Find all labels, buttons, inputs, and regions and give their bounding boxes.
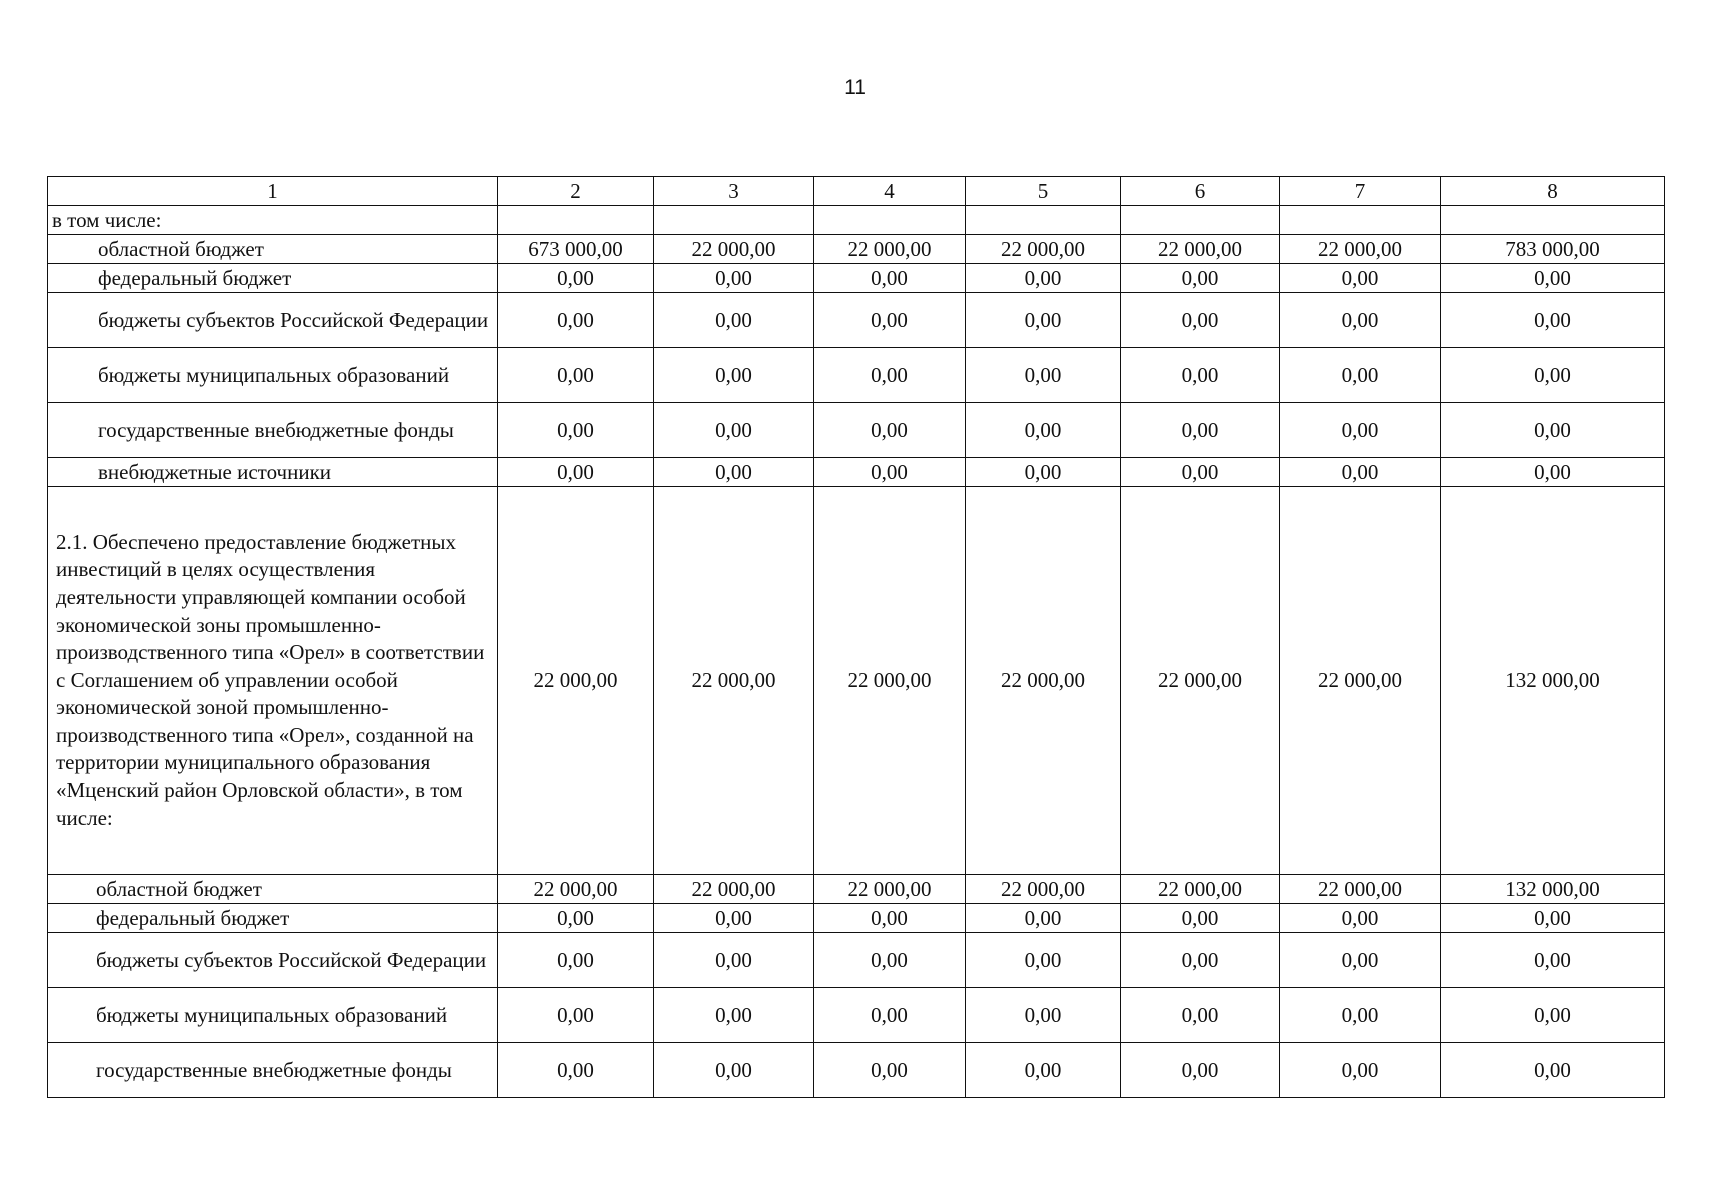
value-cell: 0,00 (1441, 458, 1665, 487)
value-cell: 22 000,00 (654, 487, 814, 875)
value-cell: 0,00 (966, 348, 1121, 403)
header-cell: 6 (1121, 177, 1280, 206)
value-cell: 783 000,00 (1441, 235, 1665, 264)
empty-cell (1121, 206, 1280, 235)
header-cell: 3 (654, 177, 814, 206)
value-cell: 0,00 (966, 988, 1121, 1043)
empty-cell (654, 206, 814, 235)
value-cell: 22 000,00 (814, 875, 966, 904)
value-cell: 0,00 (1441, 988, 1665, 1043)
value-cell: 22 000,00 (498, 875, 654, 904)
value-cell: 0,00 (498, 293, 654, 348)
value-cell: 0,00 (814, 348, 966, 403)
empty-cell (498, 206, 654, 235)
value-cell: 0,00 (1441, 264, 1665, 293)
table-row (48, 988, 1665, 1043)
value-cell: 0,00 (966, 403, 1121, 458)
value-cell: 0,00 (1121, 1043, 1280, 1098)
value-cell: 0,00 (498, 264, 654, 293)
value-cell: 0,00 (654, 264, 814, 293)
table-row (48, 1043, 1665, 1098)
value-cell: 22 000,00 (1280, 487, 1441, 875)
row-label: бюджеты субъектов Российской Федерации (48, 933, 498, 988)
value-cell: 0,00 (1280, 1043, 1441, 1098)
value-cell: 0,00 (814, 988, 966, 1043)
value-cell: 0,00 (814, 458, 966, 487)
row-label: областной бюджет (48, 235, 498, 264)
table-row (48, 875, 1665, 904)
value-cell: 132 000,00 (1441, 487, 1665, 875)
value-cell: 0,00 (1121, 293, 1280, 348)
row-label: государственные внебюджетные фонды (48, 1043, 498, 1098)
value-cell: 22 000,00 (1280, 235, 1441, 264)
value-cell: 0,00 (814, 933, 966, 988)
value-cell: 0,00 (498, 403, 654, 458)
value-cell: 0,00 (654, 348, 814, 403)
value-cell: 22 000,00 (814, 487, 966, 875)
header-row (48, 177, 1665, 206)
value-cell: 0,00 (814, 1043, 966, 1098)
row-label: областной бюджет (48, 875, 498, 904)
value-cell: 0,00 (1441, 403, 1665, 458)
row-label: внебюджетные источники (48, 458, 498, 487)
value-cell: 0,00 (498, 904, 654, 933)
value-cell: 0,00 (1121, 348, 1280, 403)
value-cell: 0,00 (966, 293, 1121, 348)
value-cell: 0,00 (1121, 264, 1280, 293)
value-cell: 0,00 (814, 403, 966, 458)
value-cell: 22 000,00 (1121, 875, 1280, 904)
value-cell: 22 000,00 (966, 875, 1121, 904)
value-cell: 0,00 (1280, 264, 1441, 293)
value-cell: 0,00 (966, 264, 1121, 293)
table-row (48, 235, 1665, 264)
value-cell: 0,00 (1280, 904, 1441, 933)
table-row (48, 458, 1665, 487)
header-cell: 1 (48, 177, 498, 206)
value-cell: 0,00 (814, 904, 966, 933)
value-cell: 0,00 (654, 904, 814, 933)
value-cell: 0,00 (966, 904, 1121, 933)
value-cell: 22 000,00 (654, 875, 814, 904)
row-label: государственные внебюджетные фонды (48, 403, 498, 458)
value-cell: 22 000,00 (654, 235, 814, 264)
value-cell: 0,00 (498, 933, 654, 988)
header-cell: 8 (1441, 177, 1665, 206)
row-label: бюджеты муниципальных образований (48, 988, 498, 1043)
value-cell: 0,00 (1121, 988, 1280, 1043)
value-cell: 0,00 (654, 1043, 814, 1098)
value-cell: 0,00 (814, 264, 966, 293)
value-cell: 0,00 (814, 293, 966, 348)
value-cell: 0,00 (966, 1043, 1121, 1098)
value-cell: 0,00 (1441, 1043, 1665, 1098)
value-cell: 0,00 (654, 403, 814, 458)
value-cell: 22 000,00 (966, 487, 1121, 875)
table-row (48, 904, 1665, 933)
table-row (48, 206, 1665, 235)
row-label: бюджеты субъектов Российской Федерации (48, 293, 498, 348)
empty-cell (966, 206, 1121, 235)
empty-cell (1280, 206, 1441, 235)
value-cell: 0,00 (654, 988, 814, 1043)
value-cell: 0,00 (498, 988, 654, 1043)
value-cell: 0,00 (1280, 348, 1441, 403)
value-cell: 0,00 (1441, 904, 1665, 933)
value-cell: 0,00 (1280, 403, 1441, 458)
table-row (48, 264, 1665, 293)
value-cell: 0,00 (1280, 293, 1441, 348)
empty-cell (1441, 206, 1665, 235)
value-cell: 0,00 (1280, 458, 1441, 487)
value-cell: 0,00 (1121, 933, 1280, 988)
row-label: федеральный бюджет (48, 904, 498, 933)
value-cell: 0,00 (1441, 933, 1665, 988)
value-cell: 0,00 (498, 1043, 654, 1098)
table-row (48, 487, 1665, 875)
item-2-1-label: 2.1. Обеспечено предоставление бюджетных инвестиций в целях осуществления деятельности управляющей компании особой экономической зоны промышленно-производственного типа «Орел» в соответствии с Соглашением об управлении особой экономической зоной промышленно-производственного типа «Орел», созданной на территории муниципального образования «Мценский район Орловской области», в том числе: (48, 487, 498, 875)
header-cell: 2 (498, 177, 654, 206)
value-cell: 673 000,00 (498, 235, 654, 264)
value-cell: 0,00 (654, 293, 814, 348)
value-cell: 22 000,00 (1121, 235, 1280, 264)
value-cell: 132 000,00 (1441, 875, 1665, 904)
value-cell: 0,00 (1121, 904, 1280, 933)
value-cell: 22 000,00 (1280, 875, 1441, 904)
header-cell: 5 (966, 177, 1121, 206)
value-cell: 0,00 (1280, 933, 1441, 988)
value-cell: 0,00 (966, 458, 1121, 487)
empty-cell (814, 206, 966, 235)
value-cell: 22 000,00 (966, 235, 1121, 264)
value-cell: 0,00 (498, 458, 654, 487)
row-label: в том числе: (48, 206, 498, 235)
table-row (48, 348, 1665, 403)
table-row (48, 293, 1665, 348)
budget-table (47, 176, 1665, 1098)
table-row (48, 933, 1665, 988)
row-label: бюджеты муниципальных образований (48, 348, 498, 403)
value-cell: 0,00 (1121, 458, 1280, 487)
value-cell: 22 000,00 (1121, 487, 1280, 875)
table-row (48, 403, 1665, 458)
value-cell: 0,00 (654, 458, 814, 487)
value-cell: 0,00 (498, 348, 654, 403)
value-cell: 22 000,00 (498, 487, 654, 875)
value-cell: 0,00 (654, 933, 814, 988)
value-cell: 0,00 (966, 933, 1121, 988)
value-cell: 0,00 (1441, 293, 1665, 348)
value-cell: 0,00 (1280, 988, 1441, 1043)
header-cell: 7 (1280, 177, 1441, 206)
value-cell: 22 000,00 (814, 235, 966, 264)
value-cell: 0,00 (1441, 348, 1665, 403)
value-cell: 0,00 (1121, 403, 1280, 458)
page-number: 11 (844, 76, 866, 99)
row-label: федеральный бюджет (48, 264, 498, 293)
header-cell: 4 (814, 177, 966, 206)
